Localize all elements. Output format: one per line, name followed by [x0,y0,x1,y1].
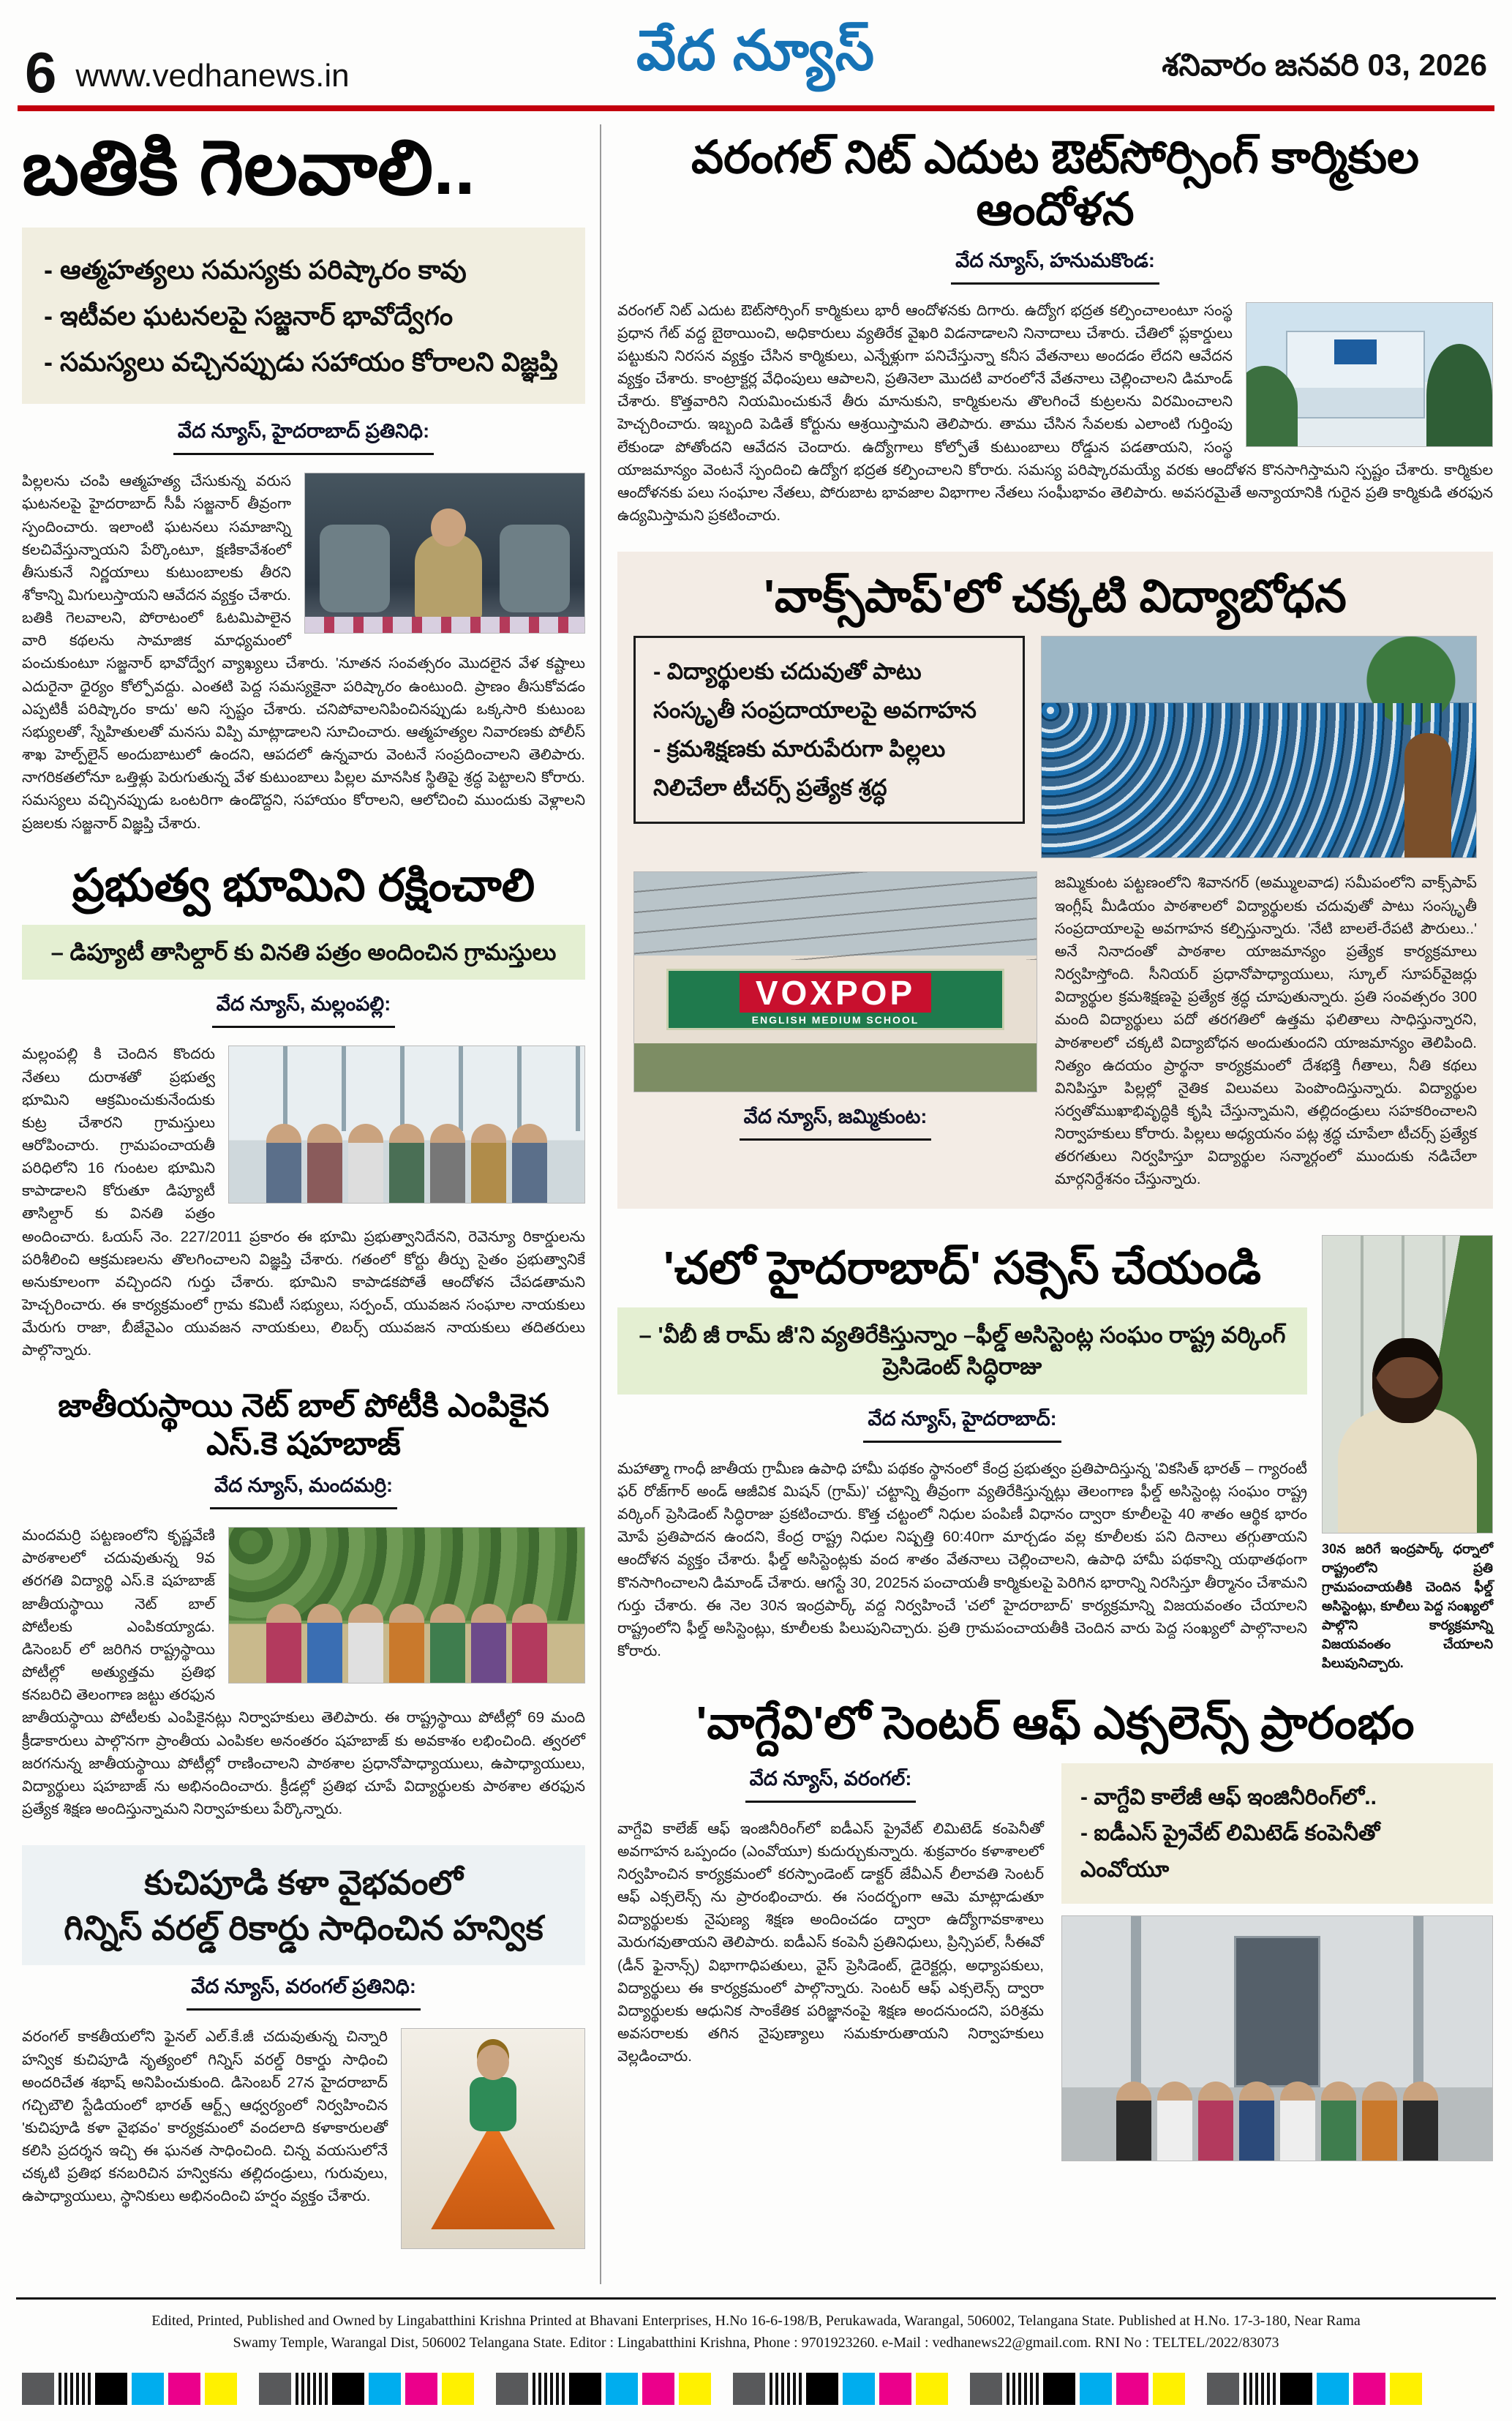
photo-hanvika-dancer [401,2028,585,2249]
article-body [22,2025,585,2259]
main-content [0,111,1512,2290]
highlight-bullets [1061,1763,1493,1904]
body-text: మహాత్మా గాంధీ జాతీయ గ్రామీణ ఉపాధి హామీ పథకం స్థానంలో కేంద్ర ప్రభుత్వం ప్రతిపాదిస్తున్న 'వికసిత్ భారత్ – గ్యారంటీ ఫర్ రోజ్‌గార్ అండ్ ఆజీవిక మిషన్ (గ్రామ్)' చట్టాన్ని తీవ్రంగా వ్యతిరేకిస్తున్నట్లు తెలంగాణ ఫీల్డ్ అసిస్టెంట్ల సంఘం రాష్ట్ర వర్కింగ్ ప్రెసిడెంట్ సిద్ధిరాజు ప్రకటించారు. కొత్త చట్టంలో నిధుల పంపిణీ విధానం ద్వారా కూలీలపై 40 శాతం ఆర్థిక భారం మోపే ప్రతిపాదన ఉందని, కేంద్ర రాష్ట్ర నిధుల నిష్పత్తి 60:40గా మార్చడం వల్ల కూలీలకు పని దినాలు తగ్గుతాయని ఆందోళన వ్యక్తం చేశారు. ఫీల్డ్ అసిస్టెంట్లకు వంద శాతం వేతనాలు చెల్లించాలని, ఉపాధి హామీ పథకాన్ని యథాతథంగా కొనసాగించాలని డిమాండ్ చేశారు. ఆగస్టే 30, 2025న పంచాయతీ కార్మికులపై పెరిగిన భారాన్ని నిరసిస్తూ తీర్మానం చేశామని గుర్తు చేశారు. ఈ నెల 30న ఇంద్రపార్క్ వద్ద నిర్వహించే 'చలో హైదరాబాద్' కార్యక్రమాన్ని విజయవంతం చేయాలని రాష్ట్రంలోని ఫీల్డ్ అసిస్టెంట్లు, కూలీలకు పిలుపునిచ్చారు. ప్రతి గ్రామపంచాయతీకి చెందిన వారు పెద్ద సంఖ్యలో పాల్గొనాలని కోరారు. [617,1460,1307,1659]
color-swatch [1080,2373,1112,2405]
color-swatch [1353,2373,1385,2405]
byline: వేద న్యూస్, మల్లంపల్లి: [212,993,395,1028]
page-number: 6 [25,40,57,105]
people-row [229,1604,584,1683]
color-swatch [770,2373,802,2405]
dance-costume-shape [431,2120,555,2229]
headline-line2: గిన్నిస్ వరల్డ్ రికార్డు సాధించిన హన్విక [64,1909,544,1948]
school-sign-text: VOXPOP [740,973,931,1013]
voxpop-top-row [633,636,1477,858]
bullet-item: - ఐడీఎస్ ప్రైవేట్ లిమిటెడ్ కంపెనీతో ఎంవోయూ [1080,1821,1380,1882]
chair-shape [320,525,390,612]
highlight-bullets [22,228,585,404]
color-swatch [369,2373,401,2405]
color-swatch [442,2373,474,2405]
color-swatch [916,2373,948,2405]
headline: వరంగల్ నిట్ ఎదుట ఔట్‌సోర్సింగ్ కార్మికుల ఆందోళన [691,132,1419,236]
door-shape [1234,1936,1320,2087]
color-swatch [259,2373,291,2405]
article-body [22,1524,585,1820]
article-body [1055,871,1477,1190]
press-conference-image [305,473,584,633]
color-swatch [1153,2373,1185,2405]
tree-shape [1426,344,1492,446]
byline: వేద న్యూస్, హైదరాబాద్ ప్రతినిధి: [173,420,434,455]
wagdevi-main [617,1763,1044,2162]
color-swatch [332,2373,364,2405]
photo-caption: 30న జరిగే ఇంద్రపార్క్ ధర్నాలో రాష్ట్రంలోని ప్రతి గ్రామపంచాయతీకి చెందిన ఫీల్డ్ అసిస్టెంట్లు, కూలీలు పెద్ద సంఖ్యలో పాల్గొని కార్యక్రమాన్ని విజయవంతం చేయాలని పిలుపునిచ్చారు. [1322,1541,1493,1671]
highlight-bullets [633,636,1025,824]
article-nit-protest [617,132,1493,527]
print-registration-colorbar [0,2361,1512,2421]
article-voxpop [617,552,1493,1208]
body-text: వాగ్దేవి కాలేజ్ ఆఫ్ ఇంజినీరింగ్‌లో ఐడీఎస్ ప్రైవేట్ లిమిటెడ్ కంపెనీతో అవగాహన ఒప్పందం (ఎంవోయూ) కుదుర్చుకున్నారు. శుక్రవారం కళాశాలలో నిర్వహించిన కార్యక్రమంలో కరస్పాండెంట్ డాక్టర్ జేవీఎన్ లీలావతి సెంటర్ ఆఫ్ ఎక్సలెన్స్ ను ప్రారంభించారు. ఈ సందర్భంగా ఆమె మాట్లాడుతూ విద్యార్థులకు నైపుణ్య శిక్షణ అందించడం ద్వారా ఉద్యోగావకాశాలు మెరుగవుతాయని తెలిపారు. ఐడీఎస్ కంపెనీ ప్రతినిధులు, ప్రిన్సిపల్, సీఈవో (డీన్ ఫైనాన్స్) విభాగాధిపతులు, వైస్ ప్రెసిడెంట్, డైరెక్టర్లు, అధ్యాపకులు, విద్యార్థులు ఈ కార్యక్రమంలో పాల్గొన్నారు. సెంటర్ ఆఫ్ ఎక్సలెన్స్ ద్వారా విద్యార్థులకు ఆధునిక సాంకేతిక పరిజ్ఞానంపై శిక్షణ అందనుందని, పరిశ్రమ అవసరాలకు తగిన నైపుణ్యాలు సమకూరుతాయని నిర్వాహకులు వెల్లడించారు. [617,1820,1044,2065]
color-swatch [569,2373,601,2405]
color-swatch [1007,2373,1039,2405]
color-swatch [806,2373,838,2405]
color-swatch [1280,2373,1312,2405]
byline: వేద న్యూస్, జమ్మికుంట: [740,1106,932,1141]
color-swatch [970,2373,1002,2405]
body-text: మందమర్రి పట్టణంలోని కృష్ణవేణి పాఠశాలలో చదువుతున్న 9వ తరగతి విద్యార్థి ఎస్.కె షహబాజ్ జాతీయస్థాయి నెట్ బాల్ పోటీలకు ఎంపికయ్యాడు. డిసెంబర్ లో జరిగిన రాష్ట్రస్థాయి పోటీల్లో అత్యుత్తమ ప్రతిభ కనబరిచి తెలంగాణ జట్టు తరఫున జాతీయస్థాయి పోటీలకు ఎంపికైనట్లు నిర్వాహకులు తెలిపారు. ఈ రాష్ట్రస్థాయి పోటీల్లో 69 మంది క్రీడాకారులు పాల్గొనగా ప్రాంతీయ ఎంపికల అనంతరం షహబాజ్ కు అవకాశం లభించింది. త్వరలో జరగనున్న జాతీయస్థాయి పోటీల్లో రాణించాలని పాఠశాల ప్రధానోపాధ్యాయులు, ఉపాధ్యాయులు, విద్యార్థులు షహబాజ్ ను అభినందించారు. క్రీడల్లో ప్రతిభ చూపే విద్యార్థులకు పాఠశాల తరఫున ప్రత్యేక శిక్షణ అందిస్తున్నామని నిర్వాహకులు పేర్కొన్నారు. [22,1527,585,1818]
office-group-image [229,1046,584,1203]
article-body [617,299,1493,528]
header-rule [18,105,1494,111]
school-sign-subtext: ENGLISH MEDIUM SCHOOL [751,1014,919,1026]
color-swatch [642,2373,674,2405]
body-text: వరంగల్ కాకతీయలోని ఫైనల్ ఎల్.కే.జీ చదువుతున్న చిన్నారి హన్విక కుచిపూడి నృత్యంలో గిన్నిస్ వరల్డ్ రికార్డు సాధించి అందరిచేత శభాష్ అనిపించుకుంది. డిసెంబర్ 27న హైదరాబాద్ గచ్చిబౌలి స్టేడియంలో భారత్ ఆర్ట్స్ ఆధ్వర్యంలో నిర్వహించిన 'కుచిపూడి కళా వైభవం' కార్యక్రమంలో వందలాది కళాకారులతో కలిసి ప్రదర్శన ఇచ్చి ఈ ఘనత సాధించింది. చిన్న వయసులోనే చక్కటి ప్రతిభ కనబరిచిన హన్వికను తల్లిదండ్రులు, గురువులు, ఉపాధ్యాయులు, స్థానికులు అభినందించి హర్షం వ్యక్తం చేశారు. [22,2028,388,2205]
dancer-head-shape [477,2045,509,2080]
headline: 'వాగ్దేవి'లో సెంటర్ ఆఫ్ ఎక్సలెన్స్ ప్రారంభం [696,1698,1415,1749]
body-text: మల్లంపల్లి కి చెందిన కొందరు నేతలు దురాశతో ప్రభుత్వ భూమిని ఆక్రమించుకునేందుకు కుట్ర చేశారని గ్రామస్తులు ఆరోపించారు. గ్రామపంచాయతీ పరిధిలోని 16 గుంటల భూమిని కాపాడాలని కోరుతూ డిప్యూటీ తాసిల్దార్ కు వినతి పత్రం అందించారు. ఓయస్ నెం. 227/2011 ప్రకారం ఈ భూమి ప్రభుత్వానిదేనని, రెవెన్యూ రికార్డులను పరిశీలించి ఆక్రమణలను తొలగించాలని విజ్ఞప్తి చేశారు. గతంలో కోర్టు తీర్పు సైతం ప్రభుత్వానికే అనుకూలంగా వచ్చిందని గుర్తు చేశారు. భూమిని కాపాడకపోతే ఆందోళన చేపడతామని హెచ్చరించారు. ఈ కార్యక్రమంలో గ్రామ కమిటీ సభ్యులు, సర్పంచ్, యువజన సంఘాల నాయకులు మేరుగు రాజా, బీజేవైఎం యువజన నాయకులు, లిబర్స్ యువజన నాయకులు తదితరులు పాల్గొన్నారు. [22,1046,585,1359]
color-swatch [533,2373,565,2405]
byline: వేద న్యూస్, హనుమకొండ: [951,249,1159,285]
bullet-item: - విద్యార్థులకు చదువుతో పాటు సంస్కృతీ సంప్రదాయాలపై అవగాహన [653,658,977,724]
wagdevi-layout [617,1763,1493,2162]
chalo-side [1322,1235,1493,1673]
dancer-torso-shape [470,2077,516,2131]
article-chalo-hyderabad [617,1235,1493,1673]
imprint-line2: Swamy Temple, Warangal Dist, 506002 Telangana State. Editor : Lingabatthini Krishna, Phone : 9701923260. e-Mail : vedhanews22@gmail.com. RNI No : TELTEL/2022/83073 [233,2335,1279,2351]
byline: వేద న్యూస్, హైదరాబాద్: [863,1408,1061,1443]
color-swatch [22,2373,54,2405]
headline: జాతీయస్థాయి నెట్ బాల్ పోటీకి ఎంపికైన ఎస్.కె షహబాజ్ [58,1387,549,1463]
bullet-item: - ఆత్మహత్యలు సమస్యకు పరిష్కారం కావు [44,255,467,285]
bullet-item: - ఇటీవల ఘటనలపై సజ్జనార్ భావోద్వేగం [44,301,454,331]
headline-box [22,1845,585,1965]
body-text: జమ్మికుంట పట్టణంలోని శివానగర్ (అమ్ములవాడ) సమీపంలోని వాక్స్‌పాప్ ఇంగ్లీష్ మీడియం పాఠశాలలో విద్యార్థులకు చదువుతో పాటు సంస్కృతీ సంప్రదాయాలపై అవగాహన కల్పిస్తున్నారు. 'నేటి బాలలే-రేపటి పౌరులు..' అనే నినాదంతో పాఠశాల యాజమాన్యం ప్రత్యేక కార్యక్రమాలు నిర్వహిస్తోంది. సీనియర్ ప్రధానోపాధ్యాయులు, స్కూల్ సూపర్‌వైజర్లు విద్యార్థుల క్రమశిక్షణపై ప్రత్యేక శ్రద్ధ చూపుతున్నారు. ప్రతి సంవత్సరం 300 మంది విద్యార్థులు పదో తరగతిలో ఉత్తమ ఫలితాలు సాధిస్తున్నారని, పాఠశాలలో చక్కటి విద్యాబోధన అందుతుందని యాజమాన్యం తెలిపింది. నిత్యం ఉదయం ప్రార్థనా కార్యక్రమంలో దేశభక్తి గీతాలు, నీతి కథలు వినిపిస్తూ పిల్లల్లో నైతిక విలువలు పెంపొందిస్తున్నారు. విద్యార్థుల సర్వతోముఖాభివృద్ధికి కృషి చేస్తున్నామని, తల్లిదండ్రులు సహకరించాలని నిర్వాహకులు కోరారు. పిల్లలు అధ్యయనం పట్ల శ్రద్ధ చూపేలా టీచర్స్ ప్రత్యేక తరగతులు నిర్వహిస్తూ విద్యార్థుల సన్మార్గంలో ముందుకు నడిచేలా మార్గనిర్దేశనం చేస్తున్నారు. [1055,874,1477,1188]
bullet-item: - క్రమశిక్షణకు మారుపేరుగా పిల్లలు నిలిచేలా టీచర్స్ ప్రత్యేక శ్రద్ధ [653,735,946,800]
voxpop-left [633,871,1037,1190]
color-swatch [1244,2373,1276,2405]
color-swatch [132,2373,164,2405]
headline: బతికి గెలవాలి.. [22,126,475,211]
subhead: – డిప్యూటీ తాసిల్దార్ కు వినతి పత్రం అందించిన గ్రామస్తులు [22,925,585,980]
article-batiki-gelavali [22,126,585,835]
byline: వేద న్యూస్, వరంగల్: [745,1768,917,1803]
right-column [601,124,1493,2284]
page-header [0,0,1512,105]
article-prabhutva-bhoomi [22,860,585,1362]
photo-school-building [633,871,1037,1092]
color-swatch [1043,2373,1075,2405]
article-kuchipudi-hanvika [22,1845,585,2259]
body-text: వరంగల్ నిట్ ఎదుట ఔట్‌సోర్సింగ్ కార్మికులు భారీ ఆందోళనకు దిగారు. ఉద్యోగ భద్రత కల్పించాలంటూ సంస్థ ప్రధాన గేట్ వద్ద బైఠాయించి, అధికారులు వ్యతిరేక వైఖరి విడనాడాలని నినాదాలు చేశారు. చేతిలో ప్లకార్డులు పట్టుకుని నిరసన వ్యక్తం చేసిన కార్మికులు, ఎన్నేళ్లుగా పనిచేస్తున్నా కనీస వేతనాలు అందడం లేదని ఆవేదన వ్యక్తం చేశారు. కాంట్రాక్టర్ల వేధింపులు ఆపాలని, ప్రతినెలా మొదటి వారంలోనే వేతనాలు చెల్లించాలని డిమాండ్ చేశారు. కొత్తవారిని నియమించుకునే తీరు మానుకుని, కార్మికులను తొలగించే కుట్రలను విరమించాలని హెచ్చరించారు. ఇబ్బంది పెడితే కోర్టును ఆశ్రయిస్తామని తెలిపారు. తాము చేసిన సేవలకు ఎలాంటి గుర్తింపు లేకుండా పోతోందని ఆవేదన చెందారు. ఉద్యోగాలు కోల్పోతే కుటుంబాలు రోడ్డున పడతాయని, సంస్థ యాజమాన్యం వెంటనే స్పందించి ఉద్యోగ భద్రత కల్పించాలని కోరారు. సమస్య పరిష్కారమయ్యే వరకు ఆందోళన కొనసాగిస్తామని స్పష్టం చేశారు. కార్మికుల ఆందోళనకు పలు సంఘాల నేతలు, పోరుబాట భావజాల విభాగాల నేతలు సంఘీభావం తెలిపారు. అవసరమైతే అన్యాయానికి గురైన ప్రతి కార్మికుడి తరఫున ఉద్యమిస్తామని ప్రకటించారు. [617,301,1493,524]
newspaper-logo: వేద న్యూస్ [636,20,876,82]
people-row [1062,2082,1492,2161]
headline: 'చలో హైదరాబాద్' సక్సెస్ చేయండి [663,1242,1261,1294]
bullet-item: - సమస్యలు వచ్చినప్పుడు సహాయం కోరాలని విజ్ఞప్తి [44,347,558,378]
byline: వేద న్యూస్, వరంగల్ ప్రతినిధి: [187,1975,421,2011]
color-swatch [296,2373,328,2405]
byline: వేద న్యూస్, మందమర్రి: [210,1474,397,1509]
photo-nit-building [1246,302,1493,447]
bullet-item: - వాగ్దేవి కాలేజీ ఆఫ్ ఇంజినీరింగ్‌లో.. [1080,1784,1377,1809]
officer-head-shape [431,508,466,547]
issue-date: శనివారం జనవరి 03, 2026 [1162,48,1487,82]
chair-shape [500,525,570,612]
teacher-shape [1404,733,1451,857]
photo-press-conference [304,473,585,634]
color-swatch [95,2373,127,2405]
subhead: – 'వీబీ జీ రామ్ జీ'ని వ్యతిరేకిస్తున్నాం –ఫీల్డ్ అసిస్టెంట్ల సంఘం రాష్ట్ర వర్కింగ్ ప్రెసిడెంట్ సిద్ధిరాజు [617,1307,1307,1395]
headline: ప్రభుత్వ భూమిని రక్షించాలి [72,860,535,911]
assembly-image [1042,637,1476,857]
color-swatch [879,2373,911,2405]
wires-shape [634,872,1037,960]
headline-line1: కుచిపూడి కళా వైభవంలో [144,1863,463,1902]
color-swatch [496,2373,528,2405]
people-row [229,1124,584,1203]
imprint-line1: Edited, Printed, Published and Owned by Lingabatthini Krishna Printed at Bhavani Enterprises, H.No 16-6-198/B, Perukawada, Warangal, 506002, Telangana State. Published at H.No. 17-3-180, Near Rama [151,2313,1361,2330]
portrait-head-shape [1372,1338,1443,1423]
table-shape [305,617,584,633]
color-swatch [405,2373,437,2405]
sign-board-shape [1334,339,1377,364]
window-shapes [229,1046,584,1131]
color-swatch [1390,2373,1422,2405]
college-group-image [1062,1916,1492,2161]
chalo-layout [617,1235,1493,1673]
voxpop-bottom-row [633,871,1477,1190]
color-swatch [733,2373,765,2405]
color-swatch [679,2373,711,2405]
article-body [617,1817,1044,2068]
color-swatch [1317,2373,1349,2405]
header-left [25,40,350,105]
article-wagdevi [617,1697,1493,2161]
color-swatch [205,2373,237,2405]
wagdevi-side [1061,1763,1493,2162]
color-swatch [168,2373,200,2405]
color-swatch [59,2373,91,2405]
body-text: పిల్లలను చంపి ఆత్మహత్య చేసుకున్న వరుస ఘటనలపై హైదరాబాద్ సీపీ సజ్జనార్ తీవ్రంగా స్పందించారు. ఇలాంటి ఘటనలు సమాజాన్ని కలచివేస్తున్నాయని పేర్కొంటూ, క్షణికావేశంలో తీసుకునే నిర్ణయాలు కుటుంబాలకు తీరని శోకాన్ని మిగులుస్తాయని ఆవేదన వ్యక్తం చేశారు. బతికి గెలవాలని, పోరాటంలో ఓటమిపాలైన వారి కథలను సామాజిక మాధ్యమంలో పంచుకుంటూ సజ్జనార్ భావోద్వేగ వ్యాఖ్యలు చేశారు. 'నూతన సంవత్సరం మొదలైన వేళ కష్టాలు ఎదురైనా ధైర్యం కోల్పోవద్దు. ఎంతటి పెద్ద సమస్యకైనా పరిష్కారం ఉంటుంది. ప్రాణం తీసుకోవడం ఎప్పటికీ పరిష్కారం కాదు' అని స్పష్టం చేశారు. చనిపోవాలనిపించినప్పుడు ఒక్కసారి కుటుంబ సభ్యులతో, స్నేహితులతో మనసు విప్పి మాట్లాడాలని సూచించారు. ఆత్మహత్యల నివారణకు పోలీస్ శాఖ హెల్ప్‌లైన్ అందుబాటులో ఉందని, ఆపదలో ఉన్నవారు వెంటనే సంప్రదించాలని తెలిపారు. నాగరికతలోనూ ఒత్తిళ్లు పెరుగుతున్న వేళ కుటుంబాలు పిల్లల మానసిక స్థితిపై శ్రద్ధ పెట్టాలని కోరారు. సమస్యలు వచ్చినప్పుడు ఒంటరిగా ఉండొద్దని, సహాయం కోరాలని, ఆలోచించి ముందుకు వెళ్లాలని ప్రజలకు సజ్జనార్ విజ్ఞప్తి చేశారు. [22,473,585,832]
school-sign-board [666,969,1004,1030]
chalo-main [617,1235,1307,1673]
photo-siddiraju-portrait [1322,1235,1493,1534]
color-swatch [1207,2373,1239,2405]
color-swatch [606,2373,638,2405]
shoulders-shape [1338,1408,1477,1533]
headline: 'వాక్స్‌పాప్'లో చక్కటి విద్యాబోధన [764,571,1347,623]
nit-building-image [1246,303,1492,446]
photo-petition-group [228,1046,585,1204]
netball-group-image [229,1528,584,1683]
portrait-image [1323,1236,1492,1533]
imprint-footer [16,2297,1496,2361]
photo-netball-team [228,1527,585,1684]
pillar-shape [1131,1916,1141,2087]
photo-school-assembly [1041,636,1477,858]
article-netball [22,1387,585,1821]
color-swatch [843,2373,875,2405]
website-url: www.vedhanews.in [75,58,350,94]
dancer-image [402,2029,584,2248]
color-swatch [1116,2373,1148,2405]
article-body [617,1457,1307,1662]
article-body [22,1043,585,1362]
left-column [22,124,600,2284]
pillar-shape [1413,1916,1423,2087]
photo-wagdevi-group [1061,1915,1493,2161]
article-body [22,470,585,835]
school-building-image [634,872,1037,1092]
